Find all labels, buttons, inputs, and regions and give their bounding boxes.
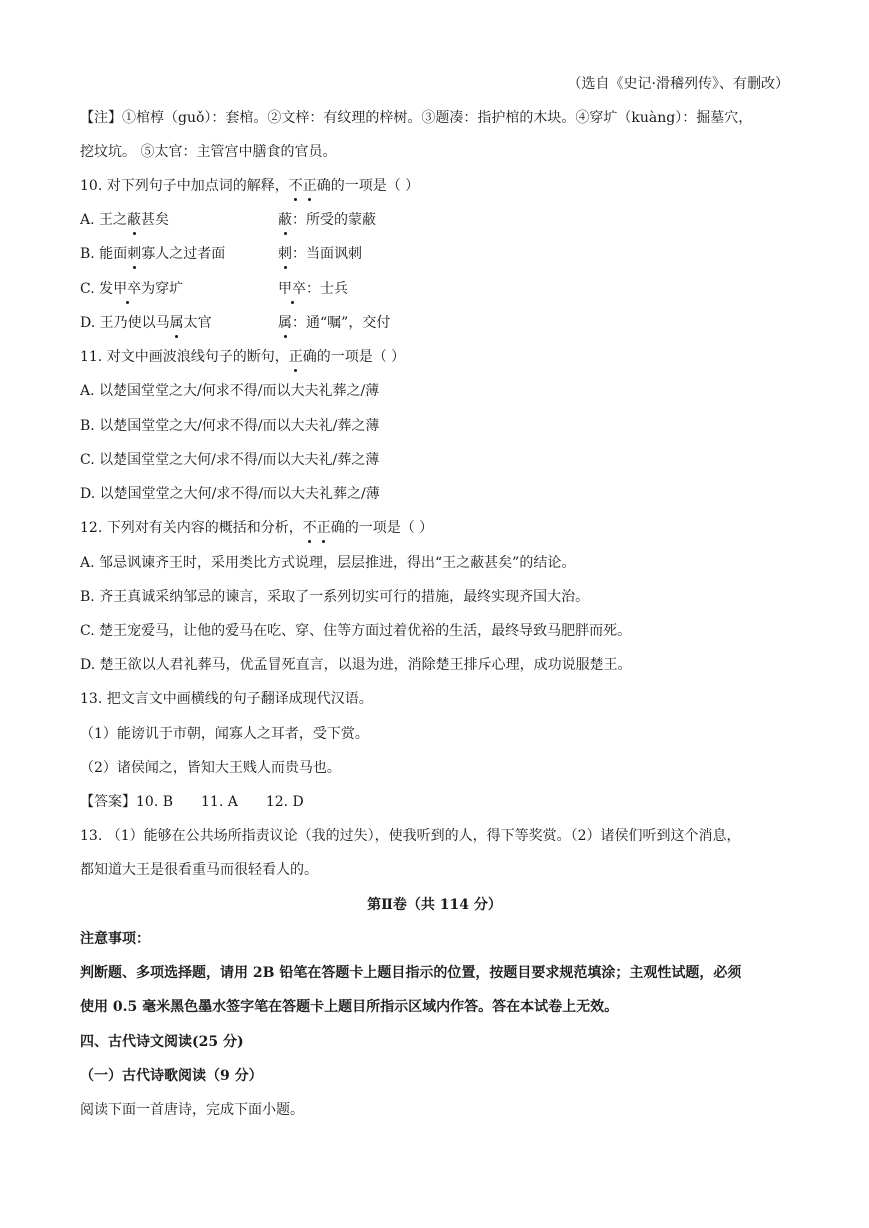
question-13-stem: 13. 把文言文中画横线的句子翻译成现代汉语。 [80, 691, 373, 707]
question-12-option-c: C. 楚王宠爱马，让他的爱马在吃、穿、住等方面过着优裕的生活，最终导致马肥胖而死。 [80, 623, 632, 639]
part-4-instruction: 阅读下面一首唐诗，完成下面小题。 [80, 1102, 304, 1118]
section-title: 第Ⅱ卷（共 114 分） [367, 897, 502, 913]
question-10-option-b: B. 能面刺寡人之过者面 [80, 246, 226, 262]
part-4-subtitle: （一）古代诗歌阅读（9 分） [80, 1068, 263, 1084]
question-10-option-b-definition: 刺：当面讽刺 [278, 246, 362, 262]
question-10-option-a: A. 王之蔽甚矣 [80, 212, 170, 228]
question-12-stem: 12. 下列对有关内容的概括和分析，不正确的一项是（ ） [80, 520, 434, 536]
question-11-option-c: C. 以楚国堂堂之大何/求不得/而以大夫礼/葬之薄 [80, 452, 380, 468]
annotation-line-2: 挖坟坑。 ⑤太官：主管宫中膳食的官员。 [80, 144, 337, 160]
notice-line-2: 使用 0.5 毫米黑色墨水签字笔在答题卡上题目所指示区域内作答。答在本试卷上无效。 [80, 999, 619, 1015]
answer-line [80, 792, 332, 812]
answer-11: 11. A [201, 794, 238, 810]
notice-line-1: 判断题、多项选择题，请用 2B 铅笔在答题卡上题目指示的位置，按题目要求规范填涂；主观性试题，必须 [80, 965, 742, 981]
question-11-option-d: D. 以楚国堂堂之大何/求不得/而以大夫礼葬之/薄 [80, 486, 380, 502]
source-citation: （选自《史记·滑稽列传》、有删改） [567, 76, 789, 92]
question-10-option-a-definition: 蔽：所受的蒙蔽 [278, 212, 376, 228]
answer-13-line-2: 都知道大王是很看重马而很轻看人的。 [80, 862, 318, 878]
question-10-option-c: C. 发甲卒为穿圹 [80, 281, 184, 297]
question-12-option-a: A. 邹忌讽谏齐王时，采用类比方式说理，层层推进，得出“王之蔽甚矣”的结论。 [80, 555, 576, 571]
question-11-option-a: A. 以楚国堂堂之大/何求不得/而以大夫礼葬之/薄 [80, 383, 380, 399]
answer-12: 12. D [265, 794, 304, 810]
question-10-option-d: D. 王乃使以马属太官 [80, 315, 212, 331]
part-4-title: 四、古代诗文阅读(25 分) [80, 1034, 244, 1050]
question-11-option-b: B. 以楚国堂堂之大/何求不得/而以大夫礼/葬之薄 [80, 418, 380, 434]
question-10-stem: 10. 对下列句子中加点词的解释，不正确的一项是（ ） [80, 178, 420, 194]
question-13-item-2: （2）诸侯闻之，皆知大王贱人而贵马也。 [80, 760, 341, 776]
question-11-stem: 11. 对文中画波浪线句子的断句，正确的一项是（ ） [80, 349, 406, 365]
notice-title: 注意事项： [80, 931, 150, 947]
answer-13-line-1: 13. （1）能够在公共场所指责议论（我的过失），使我听到的人，得下等奖赏。（2）诸侯们听到这个消息， [80, 828, 741, 844]
question-12-option-b: B. 齐王真诚采纳邹忌的谏言，采取了一系列切实可行的措施，最终实现齐国大治。 [80, 589, 590, 605]
annotation-line-1: 【注】①棺椁（guǒ）：套棺。②文梓：有纹理的梓树。③题凑：指护棺的木块。④穿圹（kuàng）：掘墓穴， [80, 110, 753, 126]
answer-label: 【答案】 [80, 794, 136, 810]
answer-10: 10. B [136, 794, 174, 810]
question-12-option-d: D. 楚王欲以人君礼葬马，优孟冒死直言，以退为进，消除楚王排斥心理，成功说服楚王。 [80, 657, 632, 673]
question-10-option-c-definition: 甲卒：士兵 [278, 281, 348, 297]
question-10-option-d-definition: 属：通“嘱”，交付 [278, 315, 391, 331]
question-13-item-1: （1）能谤讥于市朝，闻寡人之耳者，受下赏。 [80, 726, 369, 742]
